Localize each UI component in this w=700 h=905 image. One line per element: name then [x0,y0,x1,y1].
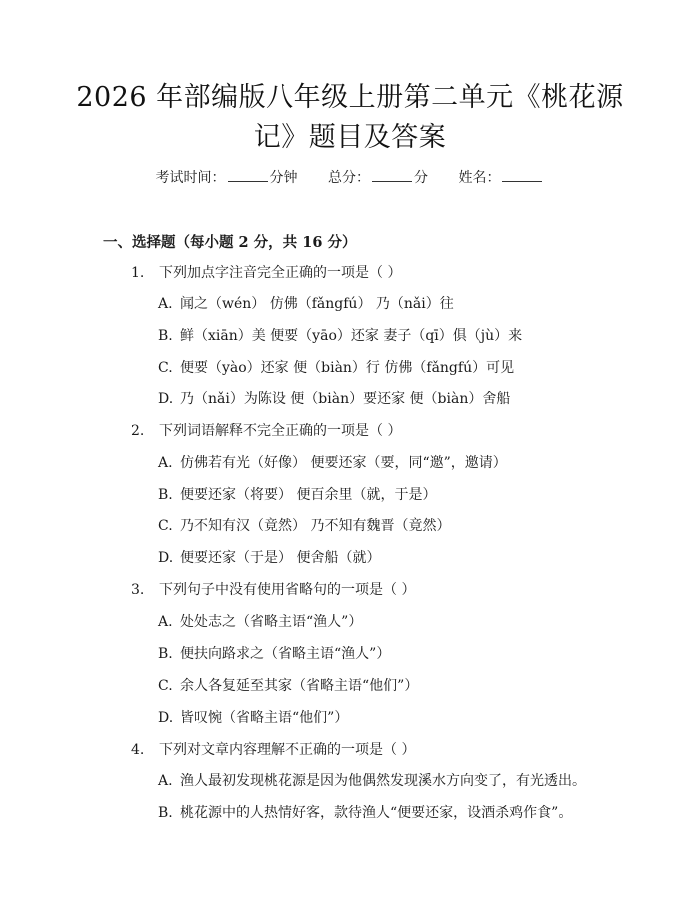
answer-option [158,770,586,790]
option-text: 鲜（xiān）美 便要（yāo）还家 妻子（qī）俱（jù）来 [180,328,523,344]
option-text: 余人各复延至其家（省略主语“他们”） [180,678,419,694]
name-blank [502,168,542,182]
exam-time-label: 考试时间： [155,170,226,186]
answer-option [158,484,436,504]
option-letter: D. [158,391,174,407]
option-letter: D. [158,710,174,726]
total-score-unit: 分 [414,170,428,186]
answer-option [158,802,572,822]
exam-time-blank [228,168,268,182]
option-text: 便要（yào）还家 便（biàn）行 仿佛（fǎngfú）可见 [180,360,515,376]
document-title-line-1: 2026 年部编版八年级上册第二单元《桃花源 [76,82,624,113]
total-score-field [328,168,428,188]
option-text: 乃不知有汉（竟然） 乃不知有魏晋（竟然） [180,518,451,534]
option-letter: A. [158,296,173,312]
option-text: 乃（nǎi）为陈设 便（biàn）要还家 便（biàn）舍船 [180,391,511,407]
question-text: 下列加点字注音完全正确的一项是（ ） [159,265,402,281]
option-text: 仿佛若有光（好像） 便要还家（要，同“邀”，邀请） [180,455,507,471]
option-text: 处处志之（省略主语“渔人”） [180,614,363,630]
exam-info-row [0,168,700,188]
answer-option [158,643,390,663]
name-label: 姓名： [458,170,501,186]
question-text: 下列对文章内容理解不正确的一项是（ ） [159,742,416,758]
question-number: 2. [131,423,145,439]
answer-option [158,388,510,408]
option-letter: D. [158,550,174,566]
question-text: 下列词语解释不完全正确的一项是（ ） [159,423,402,439]
option-letter: C. [158,678,173,694]
total-score-blank [372,168,412,182]
option-text: 渔人最初发现桃花源是因为他偶然发现溪水方向变了，有光透出。 [180,773,586,789]
question-text: 下列句子中没有使用省略句的一项是（ ） [159,582,416,598]
answer-option [158,547,380,567]
answer-option [158,515,450,535]
question-number: 1. [131,265,145,281]
section-heading-choice: 一、选择题（每小题 2 分，共 16 分） [103,234,357,251]
answer-option [158,707,348,727]
option-letter: B. [158,646,173,662]
total-score-label: 总分： [328,170,370,186]
answer-option [158,325,522,345]
answer-option [158,675,418,695]
answer-option [158,293,454,313]
question-stem [131,420,401,440]
question-number: 3. [131,582,145,598]
option-letter: A. [158,455,173,471]
option-text: 桃花源中的人热情好客，款待渔人“便要还家，设酒杀鸡作食”。 [180,805,573,821]
option-text: 便要还家（将要） 便百余里（就，于是） [180,487,437,503]
option-letter: C. [158,360,173,376]
option-text: 便要还家（于是） 便舍船（就） [180,550,381,566]
option-letter: A. [158,773,173,789]
exam-time-field [156,168,298,188]
option-text: 便扶向路求之（省略主语“渔人”） [180,646,391,662]
question-number: 4. [131,742,145,758]
answer-option [158,452,507,472]
document-title-line-2: 记》题目及答案 [253,122,447,153]
option-letter: B. [158,487,173,503]
answer-option [158,357,514,377]
option-letter: B. [158,805,173,821]
option-letter: A. [158,614,173,630]
name-field [458,168,544,188]
answer-option [158,611,362,631]
option-letter: C. [158,518,173,534]
question-stem [131,579,415,599]
question-stem [131,739,415,759]
question-stem [131,262,401,282]
option-letter: B. [158,328,173,344]
option-text: 闻之（wén） 仿佛（fǎngfú） 乃（nǎi）往 [180,296,454,312]
option-text: 皆叹惋（省略主语“他们”） [180,710,349,726]
exam-time-unit: 分钟 [269,170,298,186]
